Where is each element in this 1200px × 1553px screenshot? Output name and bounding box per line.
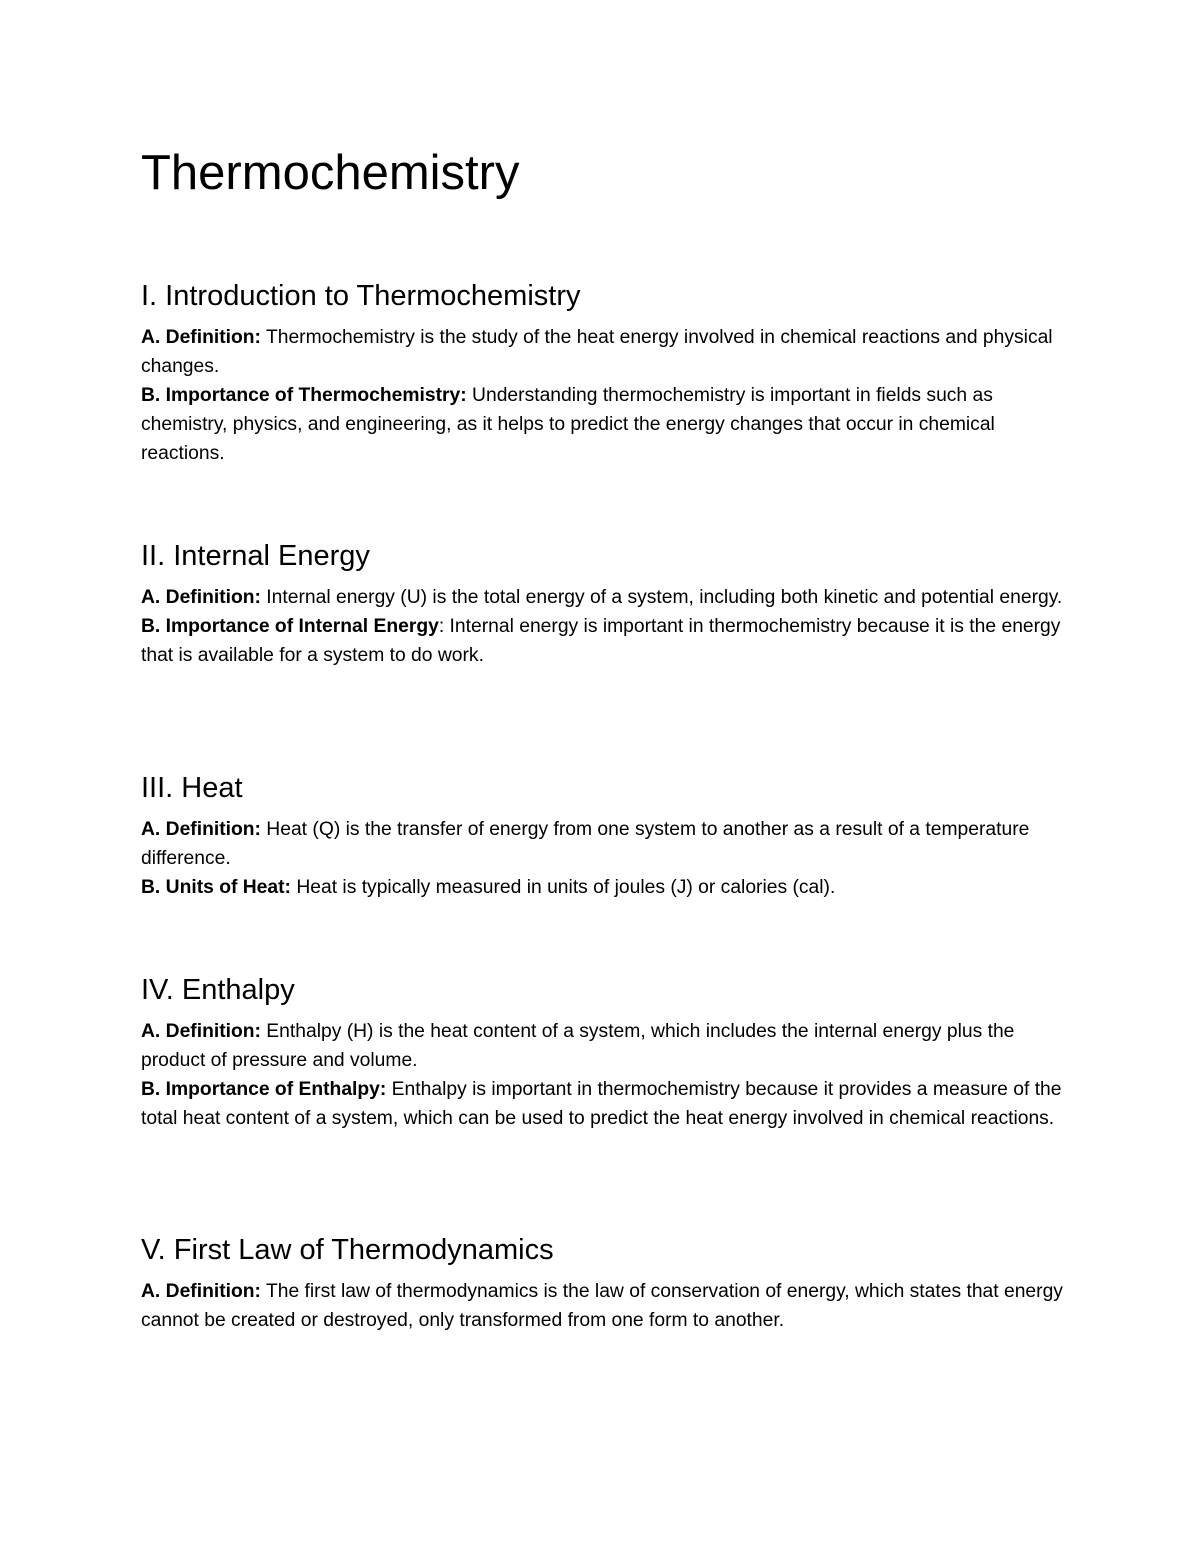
item-text: Heat (Q) is the transfer of energy from one system to another as a result of a temperature difference. <box>141 819 1030 869</box>
section-item <box>141 381 1071 468</box>
section-internal-energy <box>141 538 1071 670</box>
item-label: A. Definition: <box>141 327 261 348</box>
item-label: B. Units of Heat: <box>141 877 291 898</box>
item-label: A. Definition: <box>141 819 261 840</box>
section-item <box>141 1277 1071 1335</box>
section-heat <box>141 770 1071 902</box>
item-text: Understanding thermochemistry is important in fields such as chemistry, physics, and engineering, as it helps to predict the energy changes that occur in chemical reactions. <box>141 385 995 464</box>
section-heading: I. Introduction to Thermochemistry <box>141 280 581 312</box>
item-label: A. Definition: <box>141 1021 261 1042</box>
section-item <box>141 873 1071 902</box>
section-enthalpy <box>141 972 1071 1133</box>
item-text: Thermochemistry is the study of the heat energy involved in chemical reactions and physical changes. <box>141 327 1053 377</box>
section-heading: II. Internal Energy <box>141 540 370 572</box>
section-heading: III. Heat <box>141 772 243 804</box>
item-label: B. Importance of Enthalpy: <box>141 1079 387 1100</box>
item-text: Heat is typically measured in units of joules (J) or calories (cal). <box>290 877 836 898</box>
section-item <box>141 1075 1071 1133</box>
section-item <box>141 815 1071 873</box>
section-heading: V. First Law of Thermodynamics <box>141 1234 554 1266</box>
section-item <box>141 1017 1071 1075</box>
item-label: B. Importance of Thermochemistry: <box>141 385 467 406</box>
item-label: B. Importance of Internal Energy <box>141 616 439 637</box>
section-heading: IV. Enthalpy <box>141 974 295 1006</box>
section-introduction <box>141 278 1071 468</box>
item-text: Enthalpy is important in thermochemistry because it provides a measure of the total heat content of a system, which can be used to predict the heat energy involved in chemical reactions. <box>141 1079 1062 1129</box>
item-text: Internal energy (U) is the total energy of a system, including both kinetic and potential energy. <box>260 587 1063 608</box>
document-title: Thermochemistry <box>141 146 520 200</box>
document-page <box>141 142 1071 1331</box>
item-text: The first law of thermodynamics is the law of conservation of energy, which states that energy cannot be created or destroyed, only transformed from one form to another. <box>141 1281 1063 1331</box>
section-first-law <box>141 1232 1071 1335</box>
item-label: A. Definition: <box>141 587 261 608</box>
item-label: A. Definition: <box>141 1281 261 1302</box>
section-item <box>141 583 1071 612</box>
section-item <box>141 323 1071 381</box>
item-text: Enthalpy (H) is the heat content of a system, which includes the internal energy plus the product of pressure and volume. <box>141 1021 1015 1071</box>
section-item <box>141 612 1071 670</box>
item-text: : Internal energy is important in thermochemistry because it is the energy that is available for a system to do work. <box>141 616 1061 666</box>
